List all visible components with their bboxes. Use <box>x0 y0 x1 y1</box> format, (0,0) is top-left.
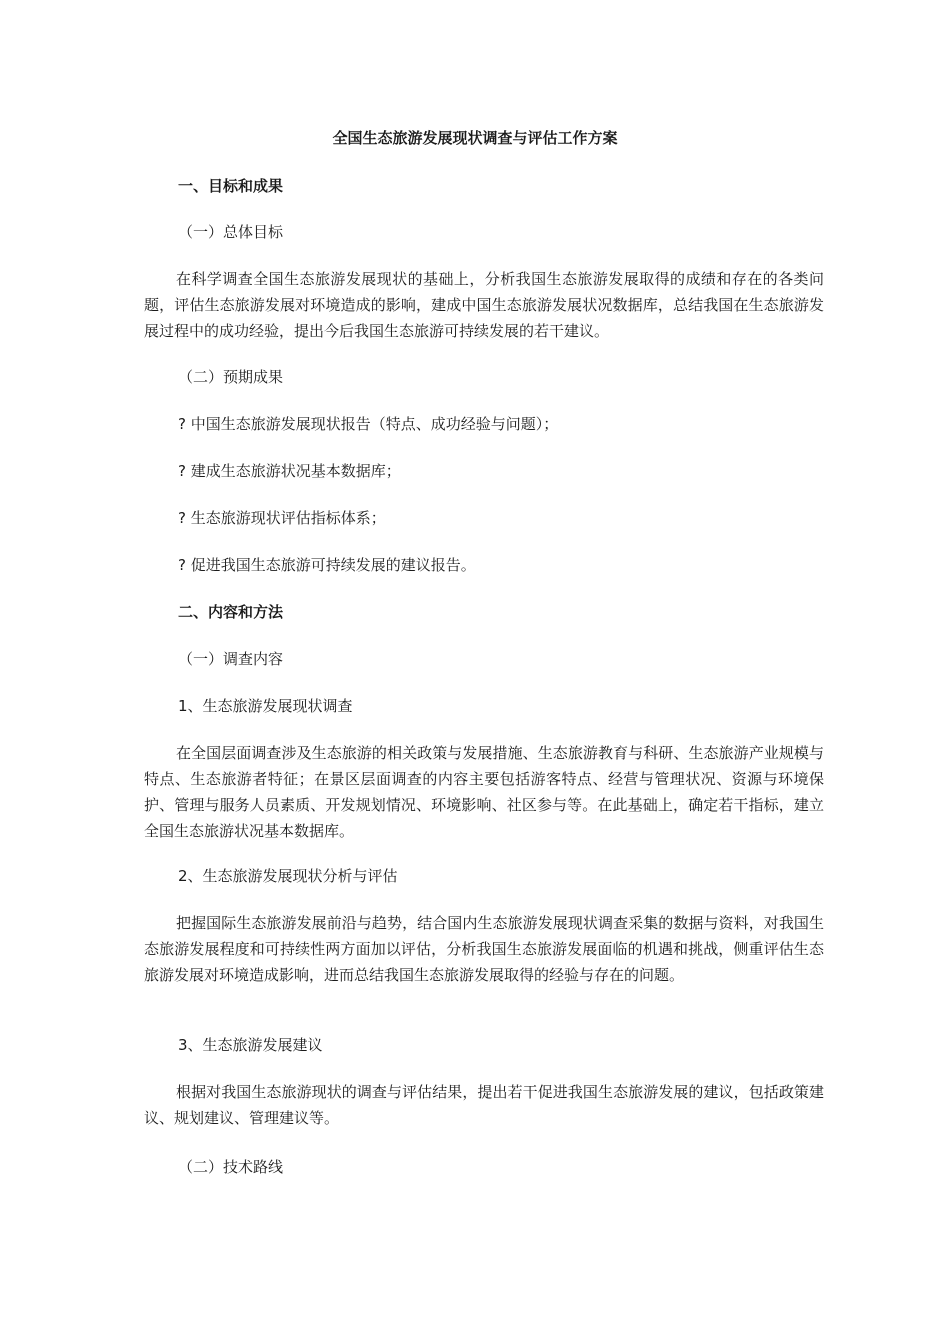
section-heading-content-methods: 二、内容和方法 <box>178 603 284 621</box>
list-item: ? 促进我国生态旅游可持续发展的建议报告。 <box>178 556 476 574</box>
item-heading-development-suggestions: 3、生态旅游发展建议 <box>178 1036 323 1054</box>
subsection-heading-overall-goal: （一）总体目标 <box>178 223 284 241</box>
subsection-heading-expected-results: （二）预期成果 <box>178 368 284 386</box>
list-item: ? 生态旅游现状评估指标体系； <box>178 509 386 527</box>
paragraph-status-survey: 在全国层面调查涉及生态旅游的相关政策与发展措施、生态旅游教育与科研、生态旅游产业规模与特点、生态旅游者特征；在景区层面调查的内容主要包括游客特点、经营与管理状况、资源与环境保护、管理与服务人员素质、开发规划情况、环境影响、社区参与等。在此基础上，确定若干指标，建立全国生态旅游状况基本数据库。 <box>144 744 824 840</box>
paragraph-development-suggestions: 根据对我国生态旅游现状的调查与评估结果，提出若干促进我国生态旅游发展的建议，包括政策建议、规划建议、管理建议等。 <box>144 1083 824 1127</box>
item-heading-analysis-evaluation: 2、生态旅游发展现状分析与评估 <box>178 867 398 885</box>
item-heading-status-survey: 1、生态旅游发展现状调查 <box>178 697 353 715</box>
paragraph-overall-goal: 在科学调查全国生态旅游发展现状的基础上，分析我国生态旅游发展取得的成绩和存在的各类问题，评估生态旅游发展对环境造成的影响，建成中国生态旅游发展状况数据库，总结我国在生态旅游发展过程中的成功经验，提出今后我国生态旅游可持续发展的若干建议。 <box>144 270 824 340</box>
section-heading-goals: 一、目标和成果 <box>178 177 284 195</box>
document-title: 全国生态旅游发展现状调查与评估工作方案 <box>332 129 618 147</box>
paragraph-analysis-evaluation: 把握国际生态旅游发展前沿与趋势，结合国内生态旅游发展现状调查采集的数据与资料，对我国生态旅游发展程度和可持续性两方面加以评估，分析我国生态旅游发展面临的机遇和挑战，侧重评估生态旅游发展对环境造成影响，进而总结我国生态旅游发展取得的经验与存在的问题。 <box>144 914 824 984</box>
subsection-heading-survey-content: （一）调查内容 <box>178 650 284 668</box>
list-item: ? 中国生态旅游发展现状报告（特点、成功经验与问题）； <box>178 415 559 433</box>
subsection-heading-technical-route: （二）技术路线 <box>178 1158 284 1176</box>
list-item: ? 建成生态旅游状况基本数据库； <box>178 462 401 480</box>
